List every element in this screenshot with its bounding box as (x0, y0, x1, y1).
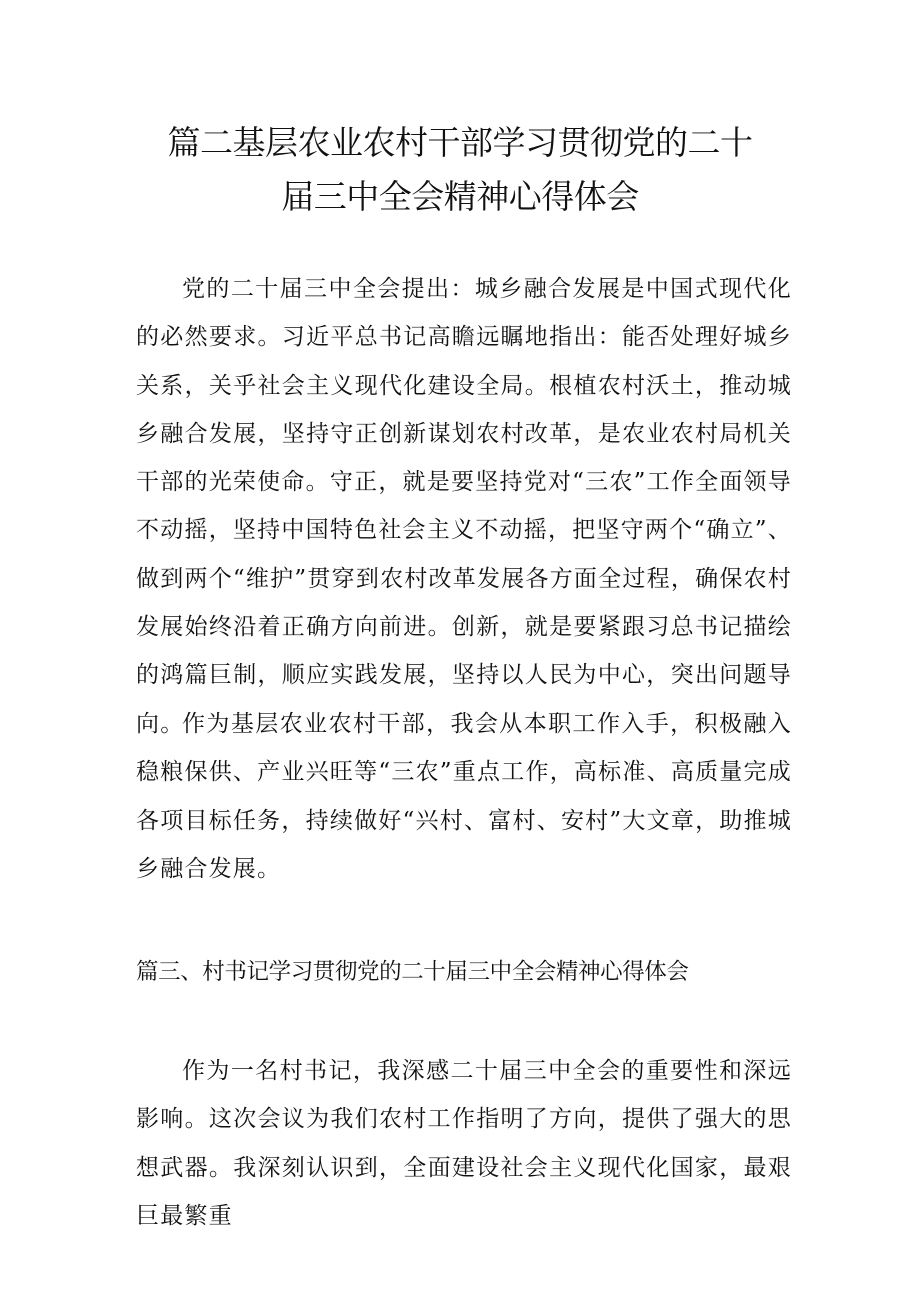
body-paragraph-2: 作为基层农业农村干部，我会从本职工作入手，积极融入稳粮保供、产业兴旺等“三农”重点工作，高标准、高质量完成各项目标任务，持续做好“兴村、富村、安村”大文章，助推城乡融合发展。 (136, 711, 792, 882)
section-heading-3: 篇三、村书记学习贯彻党的二十届三中全会精神心得体会 (136, 959, 689, 985)
body-paragraph-3: 作为一名村书记，我深感二十届三中全会的重要性和深远影响。这次会议为我们农村工作指明了方向，提供了强大的思想武器。我深刻认识到，全面建设社会主义现代化国家，最艰巨最繁重 (136, 1058, 792, 1229)
title-line-1: 篇二基层农业农村干部学习贯彻党的二十 (167, 123, 753, 162)
document-title (100, 116, 820, 224)
title-line-2: 届三中全会精神心得体会 (281, 177, 639, 216)
body-paragraph-1: 党的二十届三中全会提出：城乡融合发展是中国式现代化的必然要求。习近平总书记高瞻远瞩地指出：能否处理好城乡关系，关乎社会主义现代化建设全局。根植农村沃土，推动城乡融合发展，坚持守正创新谋划农村改革，是农业农村局机关干部的光荣使命。守正，就是要坚持党对“三农”工作全面领导不动摇，坚持中国特色社会主义不动摇，把坚守两个“确立”、做到两个“维护”贯穿到农村改革发展各方面全过程，确保农村发展始终沿着正确方向前进。创新，就是要紧跟习总书记描绘的鸿篇巨制，顺应实践发展，坚持以人民为中心，突出问题导向。 (136, 276, 792, 737)
